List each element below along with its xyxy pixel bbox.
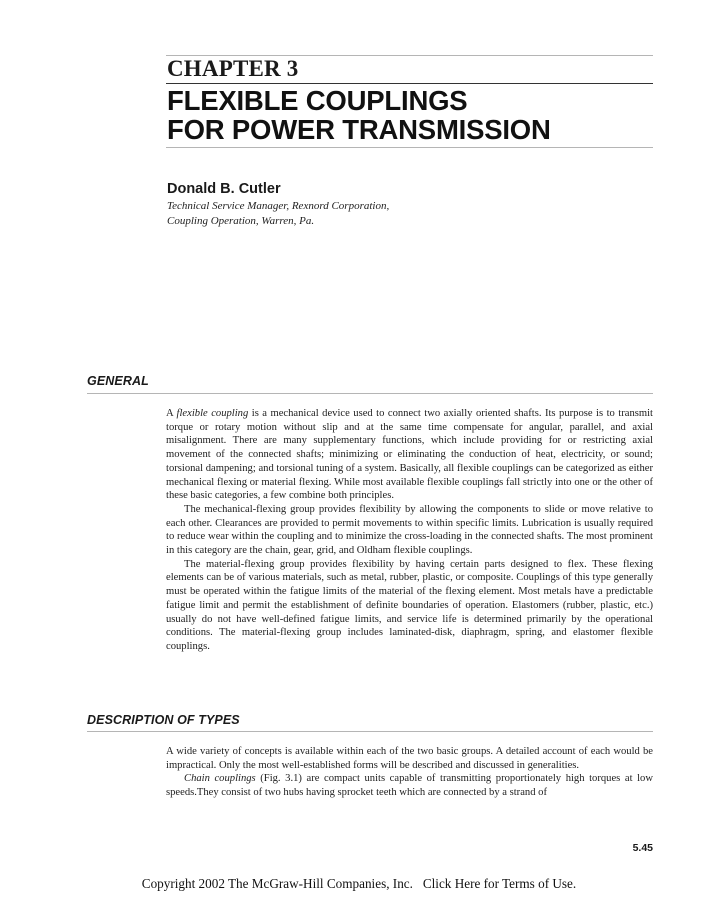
general-paragraph-3: The material-flexing group provides flexibility by having certain parts designed to flex. These flexing elements can be of various materials, such as metal, rubber, plastic, or composite. Couplings of this type generally must be operated within the fatigue limits of the material of the flexing element. Most metals have a predictable fatigue limit and permit the establishment of definite boundaries of operation. Elastomers (rubber, plastic, etc.) usually do not have well-defined fatigue limits, and service life is determined primarily by the operational conditions. The material-flexing group includes laminated-disk, diaphragm, spring, and elastomer flexible couplings. <box>166 558 653 652</box>
terms-of-use-link[interactable]: Click Here for Terms of Use. <box>422 876 577 891</box>
general-paragraph-1 <box>166 407 653 503</box>
general-p1-text: is a mechanical device used to connect two axially oriented shafts. Its purpose is to transmit torque or rotary motion without slip and at the same time compensate for angular, parallel, and axial misalignment. There are many supplementary functions, which include providing for or restricting axial movement of the connected shafts; minimizing or eliminating the conduction of heat, electricity, or sound; torsional dampening; and torsional tuning of a system. Basically, all flexible couplings can be categorized as either mechanical flexing or material flexing. While most available flexible couplings fall strictly into one or the other of these basic categories, a few combine both principles. <box>166 408 653 502</box>
section-heading-description-of-types: DESCRIPTION OF TYPES <box>87 713 240 727</box>
copyright-footer <box>0 876 718 892</box>
page-number: 5.45 <box>632 842 653 854</box>
general-p1-prefix: A <box>166 408 177 419</box>
types-p2-text: (Fig. 3.1) are compact units capable of transmitting proportionately high torques at low speeds.They consist of two hubs having sprocket teeth which are connected by a strand of <box>166 773 653 799</box>
chapter-title-line-1: FLEXIBLE COUPLINGS <box>167 85 468 116</box>
author-affiliation-line-1: Technical Service Manager, Rexnord Corporation, <box>167 200 390 212</box>
term-flexible-coupling: flexible coupling <box>176 408 249 419</box>
general-section-body <box>166 407 653 654</box>
section-divider-description-of-types <box>87 731 653 732</box>
types-paragraph-1: A wide variety of concepts is available within each of the two basic groups. A detailed account of each would be impractical. Only the most well-established forms will be described and discussed in generalities. <box>166 746 653 771</box>
general-paragraph-2: The mechanical-flexing group provides flexibility by allowing the components to slide or move relative to each other. Clearances are provided to permit movements to within specific limits. Lubrication is usually required to reduce wear within the coupling and to minimize the cross-loading in the connected shafts. The most prominent in this category are the chain, gear, grid, and Oldham flexible couplings. <box>166 503 653 557</box>
author-name: Donald B. Cutler <box>167 181 281 197</box>
author-affiliation-line-2: Coupling Operation, Warren, Pa. <box>167 215 315 227</box>
chapter-title-line-2: FOR POWER TRANSMISSION <box>167 114 551 145</box>
section-heading-general: GENERAL <box>87 374 149 388</box>
section-divider-general <box>87 393 653 394</box>
term-chain-couplings: Chain couplings <box>184 773 256 785</box>
types-paragraph-2 <box>166 772 653 799</box>
chapter-title <box>167 86 551 144</box>
title-bottom-divider <box>166 147 653 148</box>
types-section-body <box>166 745 653 800</box>
copyright-text: Copyright 2002 The McGraw-Hill Companies, Inc. <box>141 876 413 891</box>
chapter-divider <box>166 83 653 84</box>
chapter-label: CHAPTER 3 <box>167 56 299 81</box>
